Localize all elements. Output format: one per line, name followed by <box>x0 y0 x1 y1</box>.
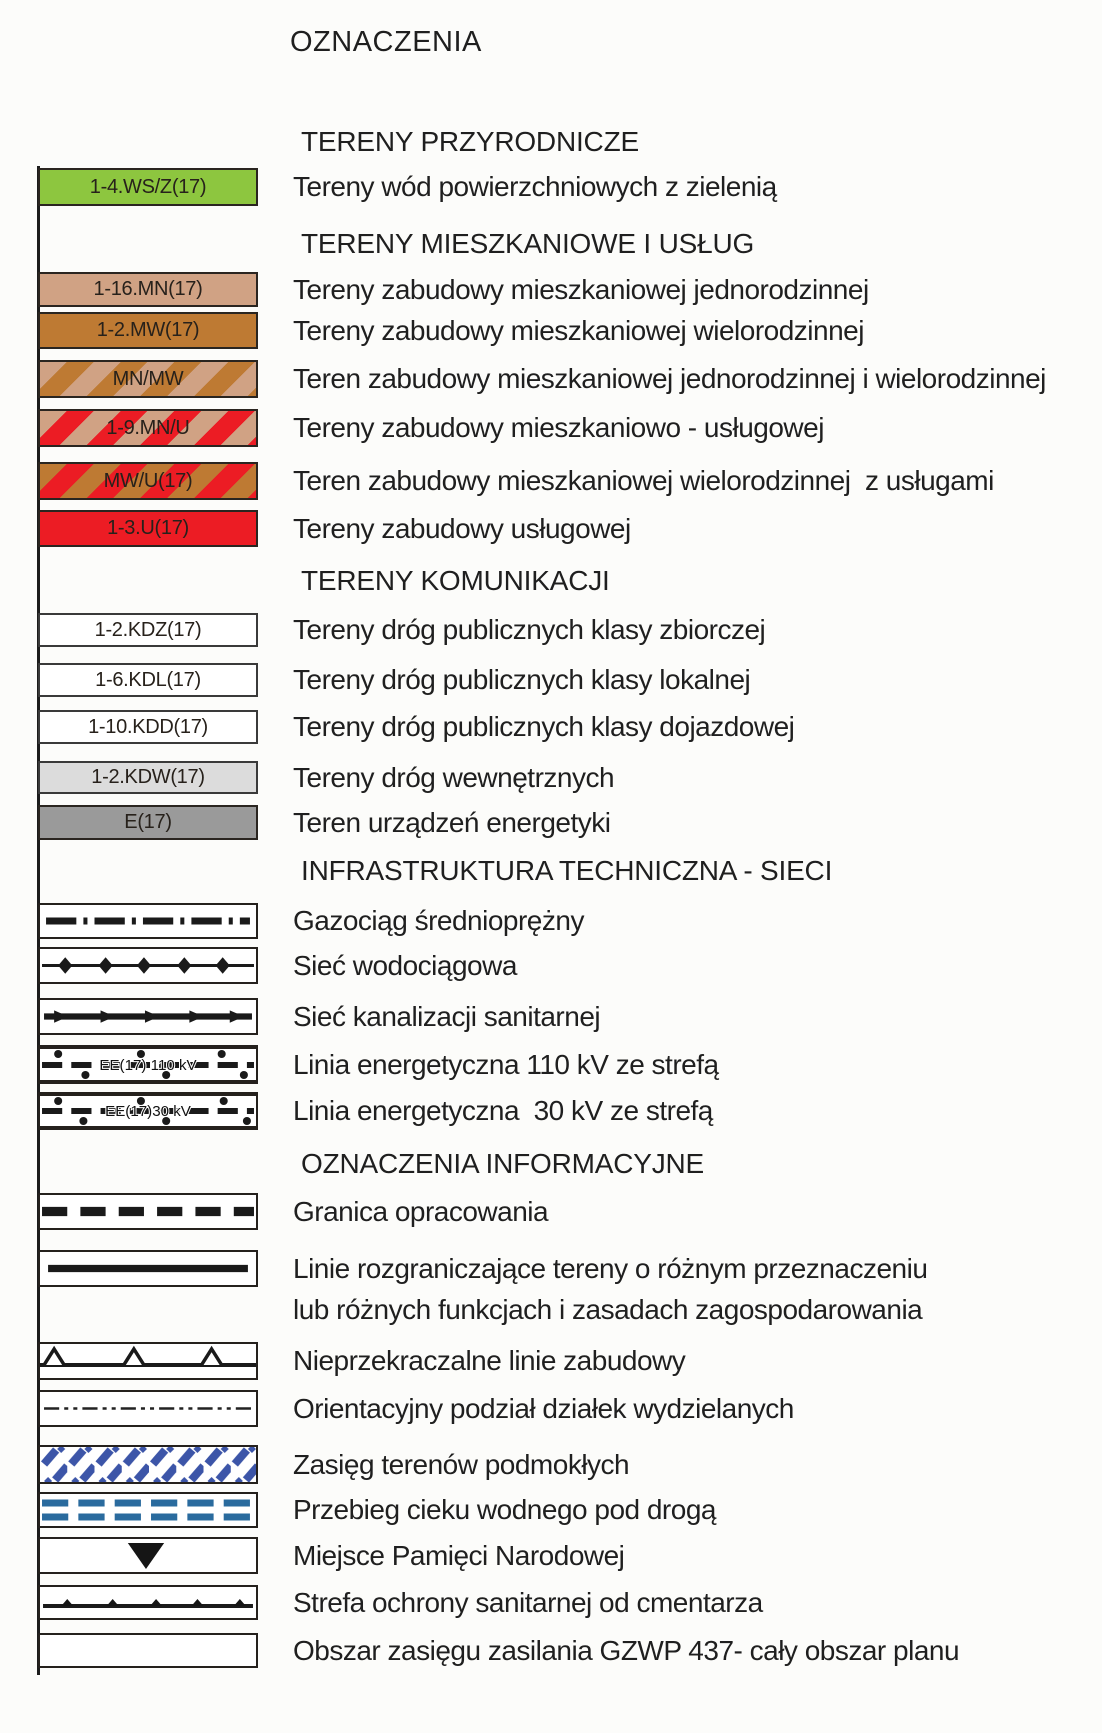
desc-e: Teren urządzeń energetyki <box>293 807 611 838</box>
power-line-110kv-icon <box>40 1049 256 1080</box>
symbol-box-water <box>38 947 258 984</box>
desc-gaz: Gazociąg średnioprężny <box>293 905 584 936</box>
swatch-label-mw: 1-2.MW(17) <box>96 319 200 341</box>
swatch-mn-u <box>38 409 258 447</box>
symbol-box-sewer <box>38 998 258 1035</box>
sanitary-zone-icon <box>40 1587 256 1618</box>
legend-title: OZNACZENIA <box>290 26 482 58</box>
desc-strefa: Strefa ochrony sanitarnej od cmentarza <box>293 1587 763 1618</box>
desc-kdd: Tereny dróg publicznych klasy dojazdowej <box>293 711 795 742</box>
desc-wod: Sieć wodociągowa <box>293 950 517 981</box>
ee30-label: EE(17)30 kV <box>105 1103 191 1120</box>
parcel-division-icon <box>40 1392 256 1425</box>
desc-mn-u: Tereny zabudowy mieszkaniowo - usługowej <box>293 412 824 443</box>
desc-ciek: Przebieg cieku wodnego pod drogą <box>293 1494 716 1525</box>
desc-mn: Tereny zabudowy mieszkaniowej jednorodzinnej <box>293 274 869 305</box>
water-network-icon <box>40 949 256 982</box>
swatch-mn <box>38 272 258 307</box>
swatch-kdw <box>38 761 258 794</box>
building-line-icon <box>40 1344 256 1378</box>
watercourse-icon <box>40 1494 256 1526</box>
desc-podmokle: Zasięg terenów podmokłych <box>293 1449 630 1480</box>
swatch-u <box>38 510 258 547</box>
gas-pipeline-icon <box>40 905 256 937</box>
desc-kdl: Tereny dróg publicznych klasy lokalnej <box>293 664 751 695</box>
desc-ws-z: Tereny wód powierzchniowych z zielenią <box>293 171 777 202</box>
desc-linie: Linie rozgraniczające tereny o różnym przeznaczeniu <box>293 1253 928 1284</box>
desc-kdz: Tereny dróg publicznych klasy zbiorczej <box>293 614 766 645</box>
symbol-box-linie <box>38 1250 258 1287</box>
desc-kan: Sieć kanalizacji sanitarnej <box>293 1001 601 1032</box>
desc-orientacyjny: Orientacyjny podział działek wydzielanych <box>293 1393 794 1424</box>
sewer-network-icon <box>40 1000 256 1033</box>
desc-mw: Tereny zabudowy mieszkaniowej wielorodzinnej <box>293 315 864 346</box>
swatch-ws-z <box>38 168 258 206</box>
gzwp-area-icon <box>40 1635 256 1666</box>
symbol-box-ee30 <box>38 1092 258 1130</box>
section-header-informacyjne: OZNACZENIA INFORMACYJNE <box>301 1148 704 1179</box>
swatch-kdz <box>38 613 258 647</box>
desc-granica: Granica opracowania <box>293 1196 549 1227</box>
symbol-box-podmokle <box>38 1445 258 1484</box>
symbol-box-pamiec <box>38 1537 258 1574</box>
swatch-label-mn-u: 1-9.MN/U <box>106 416 190 439</box>
swatch-label-mn: 1-16.MN(17) <box>93 278 203 300</box>
swatch-mn-mw <box>38 360 258 398</box>
section-header-mieszkaniowe: TERENY MIESZKANIOWE I USŁUG <box>301 228 755 259</box>
swatch-label-mw-u: MW/U(17) <box>103 469 193 492</box>
swatch-kdd <box>38 710 258 744</box>
desc-ee110: Linia energetyczna 110 kV ze strefą <box>293 1049 719 1080</box>
power-line-30kv-icon <box>40 1096 256 1126</box>
desc-nieprzekraczalne: Nieprzekraczalne linie zabudowy <box>293 1345 686 1376</box>
ee110-label: EE(17) 110 kV <box>99 1057 197 1074</box>
desc-linie-cont: lub różnych funkcjach i zasadach zagospodarowania <box>293 1294 923 1325</box>
swatch-label-ws-z: 1-4.WS/Z(17) <box>89 175 207 198</box>
section-header-infrastruktura: INFRASTRUKTURA TECHNICZNA - SIECI <box>301 855 833 886</box>
dividing-line-icon <box>40 1252 256 1285</box>
desc-mn-mw: Teren zabudowy mieszkaniowej jednorodzinnej i wielorodzinnej <box>293 363 1046 394</box>
section-header-komunikacja: TERENY KOMUNIKACJI <box>301 565 610 596</box>
section-header-przyrodnicze: TERENY PRZYRODNICZE <box>301 126 639 157</box>
desc-pamiec: Miejsce Pamięci Narodowej <box>293 1540 625 1571</box>
memorial-triangle-icon <box>40 1539 256 1572</box>
symbol-box-ee110 <box>38 1045 258 1084</box>
symbol-box-granica <box>38 1193 258 1230</box>
symbol-box-nieprzekraczalne <box>38 1342 258 1380</box>
swatch-label-e: E(17) <box>124 811 172 833</box>
swatch-mw-u <box>38 462 258 500</box>
swatch-label-kdl: 1-6.KDL(17) <box>95 668 201 691</box>
swatch-label-kdd: 1-10.KDD(17) <box>88 715 208 738</box>
symbol-box-ciek <box>38 1492 258 1528</box>
symbol-box-orientacyjny <box>38 1390 258 1427</box>
swatch-label-kdw: 1-2.KDW(17) <box>91 766 205 788</box>
desc-ee30: Linia energetyczna 30 kV ze strefą <box>293 1095 713 1126</box>
symbol-box-gzwp <box>38 1633 258 1668</box>
swatch-e <box>38 805 258 840</box>
symbol-box-strefa <box>38 1585 258 1620</box>
swatch-label-u: 1-3.U(17) <box>107 517 189 539</box>
plan-boundary-icon <box>40 1195 256 1228</box>
swatch-label-mn-mw: MN/MW <box>112 367 184 390</box>
swatch-mw <box>38 312 258 349</box>
desc-u: Tereny zabudowy usługowej <box>293 513 631 544</box>
swatch-label-kdz: 1-2.KDZ(17) <box>94 618 202 641</box>
desc-mw-u: Teren zabudowy mieszkaniowej wielorodzinnej z usługami <box>293 465 994 496</box>
symbol-box-gas <box>38 903 258 939</box>
swatch-kdl <box>38 663 258 697</box>
wetland-hatch-icon <box>40 1447 256 1482</box>
desc-kdw: Tereny dróg wewnętrznych <box>293 762 615 793</box>
desc-gzwp: Obszar zasięgu zasilania GZWP 437- cały obszar planu <box>293 1635 960 1666</box>
